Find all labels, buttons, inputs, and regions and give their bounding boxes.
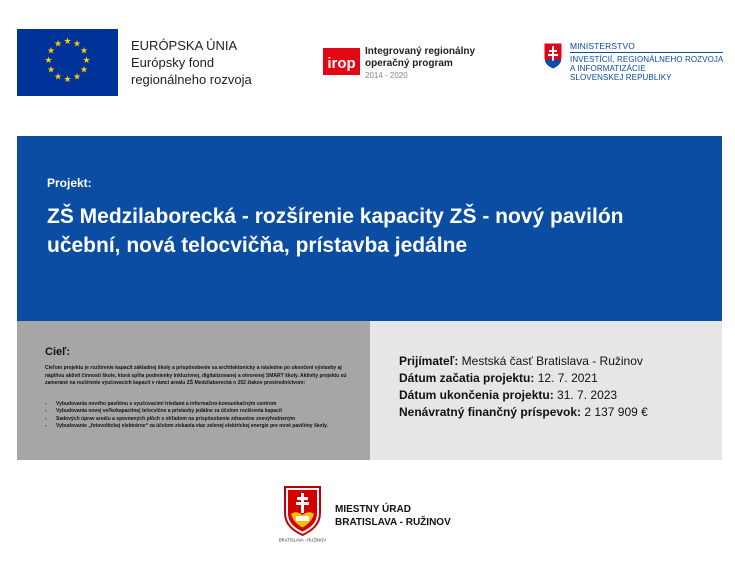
svg-text:★: ★ [46, 64, 56, 75]
project-title: ZŠ Medzilaborecká - rozšírenie kapacity ZŠ - nový pavilón učební, nová telocvičňa, prístavba jedálne [47, 205, 624, 257]
goal-item: - Sadových úprav areálu a spevnených plôch s ohľadom na prispôsobenie zdravotne znevýhodneným [45, 416, 357, 423]
irop-years: 2014 - 2020 [365, 71, 408, 80]
svg-text:★: ★ [63, 74, 72, 84]
goal-item: - Vybudovania nového pavilónu s vyučovacími triedami a informačno-komunikačným centrom [45, 401, 357, 408]
project-info [399, 353, 729, 421]
irop-text [365, 46, 475, 81]
eu-line3: regionálneho rozvoja [131, 72, 252, 87]
irop-logo-icon [323, 48, 360, 75]
grant-label: Nenávratný finančný príspevok: [399, 405, 582, 419]
office-line1: MIESTNY ÚRAD [335, 504, 411, 515]
svg-text:★: ★ [44, 55, 53, 65]
svg-text:★: ★ [79, 64, 89, 75]
svg-text:★: ★ [53, 71, 63, 82]
start-date-row [399, 370, 729, 387]
ministry-line2: INVESTÍCIÍ, REGIONÁLNEHO ROZVOJA [570, 55, 724, 64]
end-date-row [399, 387, 729, 404]
svg-text:★: ★ [72, 38, 82, 49]
recipient-value: Mestská časť Bratislava - Ružinov [461, 354, 643, 368]
goal-list [45, 401, 357, 431]
svg-text:★: ★ [63, 36, 72, 46]
goal-item: - Vybudovania novej veľkokapacitnej telocvične a prístavby jedálne za účelom rozšírenia kapacít [45, 408, 357, 415]
start-date-label: Dátum začatia projektu: [399, 371, 535, 385]
recipient-row [399, 353, 729, 370]
svg-text:★: ★ [82, 55, 91, 65]
goal-description: Cieľom projektu je rozšírenie kapacít základnej školy a prispôsobenie sa architektonicky a následne po ukončení výstavby aj náplňou aktivít činnosti škole, ktorá spĺňa podmienky inkluzívnej, digitalizovanej a otvorenej SMART školy. Aktivity projektu sú zamerané na rozšírenie vyučovacích kapacít v rámci areálu ZŠ Medzilaborecká o 252 žiakov prostredníctvom: [45, 365, 347, 387]
eu-line2: Európsky fond [131, 55, 215, 70]
ministry-line1: MINISTERSTVO [570, 42, 723, 53]
goal-item: - Vybudovanie „fotovoltickej elektrárne“ za účelom získania viac zelenej elektrickej energie pre nové pavilóny školy. [45, 423, 357, 430]
eu-line1: EURÓPSKA ÚNIA [131, 38, 238, 53]
ministry-line3: A INFORMATIZÁCIE [570, 64, 646, 73]
svg-text:★: ★ [72, 71, 82, 82]
crest-text: BRATISLAVA - RUŽINOV [279, 537, 326, 543]
slovak-coat-of-arms-icon [543, 42, 563, 70]
grant-value: 2 137 909 € [584, 405, 648, 419]
goal-panel [17, 321, 370, 460]
eu-text [131, 37, 252, 88]
irop-logo-text: irop [327, 55, 356, 72]
office-name [335, 503, 451, 529]
info-panel [370, 321, 722, 460]
goal-title: Cieľ: [45, 346, 71, 358]
eu-flag-icon [17, 29, 118, 96]
irop-line1: Integrovaný regionálny [365, 46, 476, 57]
end-date-value: 31. 7. 2023 [557, 388, 618, 402]
eu-stars-icon [17, 29, 118, 96]
start-date-value: 12. 7. 2021 [537, 371, 598, 385]
ruzinov-crest-icon [279, 483, 326, 543]
ministry-line4: SLOVENSKEJ REPUBLIKY [570, 73, 672, 82]
project-panel [17, 136, 722, 321]
grant-row [399, 404, 729, 421]
end-date-label: Dátum ukončenia projektu: [399, 388, 554, 402]
ministry-text [570, 42, 723, 82]
svg-text:★: ★ [79, 45, 89, 56]
svg-text:★: ★ [53, 38, 63, 49]
office-line2: BRATISLAVA - RUŽINOV [335, 517, 451, 528]
recipient-label: Prijímateľ: [399, 354, 459, 368]
project-label: Projekt: [47, 176, 92, 190]
irop-line2: operačný program [365, 58, 453, 69]
svg-text:★: ★ [46, 45, 56, 56]
